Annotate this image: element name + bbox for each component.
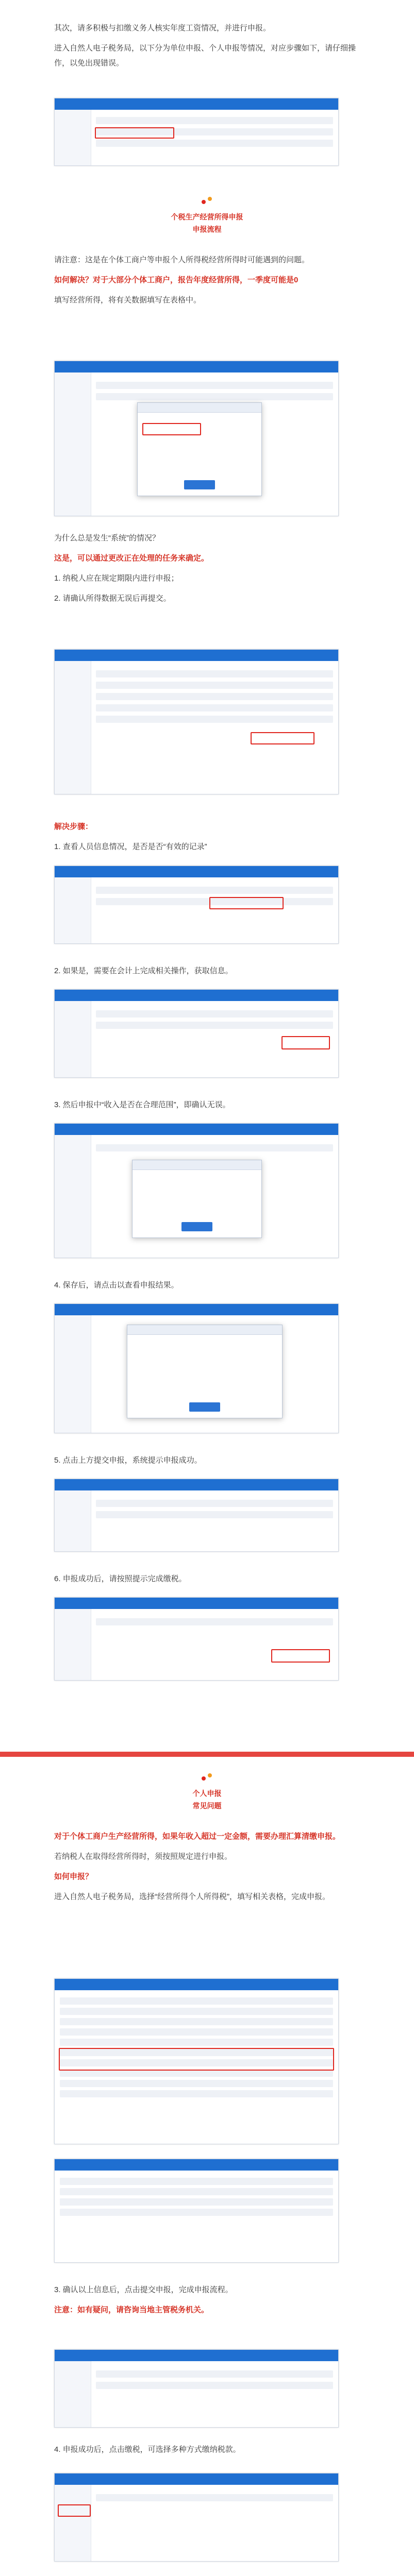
highlight-box [59,2048,334,2071]
table-row [96,393,333,400]
table-row [96,117,333,124]
intro-paragraph-1: 其次，请多积极与扣缴义务人核实年度工资情况，并进行申报。 [54,24,271,32]
screenshot-tax-portal-6 [54,1123,339,1258]
table-row [60,2209,333,2216]
step-1: 1. 查看人员信息情况，是否是否“有效的记录” [54,842,207,851]
modal-dialog [137,402,262,496]
table-row [60,2090,333,2097]
section-1-caption-2: 申报流程 [192,225,222,233]
modal-dialog [127,1325,283,1418]
portal-header-bar [55,866,338,877]
section-2-caption-2: 常见问题 [192,1802,222,1810]
table-row [96,887,333,894]
table-row [96,382,333,389]
table-row [60,2039,333,2046]
screenshot-tax-portal-7 [54,1303,339,1433]
section-2-intro [54,1829,358,1909]
section-2-note: 注意：如有疑问，请咨询当地主管税务机关。 [54,2306,209,2314]
section-2-q1: 如何申报？ [54,1872,93,1881]
highlight-box [271,1649,330,1663]
portal-header-bar [55,1124,338,1135]
portal-sidebar [55,2485,91,2561]
section-2-step-3 [54,2282,358,2323]
intro-text [54,21,358,76]
portal-header-bar [55,2350,338,2361]
section-2-p3: 进入自然人电子税务局，选择“经营所得个人所得税”，填写相关表格，完成申报。 [54,1892,330,1901]
step-5: 5. 点击上方提交申报，系统提示申报成功。 [54,1456,202,1465]
table-row [60,2028,333,2036]
portal-sidebar [55,661,91,794]
question-title: 为什么总是发生“系统”的情况？ [54,534,160,543]
screenshot-tax-portal-5 [54,989,339,1078]
step-2: 2. 如果是，需要在会计上完成相关操作，获取信息。 [54,967,233,975]
table-row [60,2008,333,2015]
table-row [96,1511,333,1518]
portal-sidebar [55,372,91,516]
portal-sidebar [55,1490,91,1551]
portal-sidebar [55,1315,91,1433]
table-row [96,2370,333,2378]
portal-header-bar [55,1304,338,1315]
portal-sidebar [55,110,91,165]
section-1-intro [54,252,358,313]
modal-header [133,1160,261,1170]
screenshot-tax-form-2 [54,2159,339,2263]
table-row [96,1022,333,1029]
portal-header-bar [55,2159,338,2171]
portal-sidebar [55,1135,91,1258]
portal-header-bar [55,1598,338,1609]
portal-header-bar [55,990,338,1001]
highlight-box [58,2504,91,2517]
table-row [60,1997,333,2005]
step-3: 3. 然后申报中“收入是否在合理范围”，即确认无误。 [54,1100,230,1109]
screenshot-tax-portal-2 [54,361,339,516]
portal-header-bar [55,361,338,372]
step-3-block [54,1097,358,1117]
portal-header-bar [55,650,338,661]
table-row [60,2070,333,2077]
step-5-block [54,1453,358,1473]
portal-sidebar [55,2361,91,2427]
table-row [96,140,333,147]
portal-header-bar [55,1479,338,1490]
portal-header-bar [55,1979,338,1990]
table-row [96,1500,333,1507]
screenshot-tax-portal-9 [54,1597,339,1681]
highlight-box [95,127,174,139]
section-1-caption-1: 个税生产经营所得申报 [171,213,243,221]
section-1-p3: 填写经营所得，将有关数据填写在表格中。 [54,296,202,304]
table-row [60,2198,333,2206]
section-2-p4: 3. 确认以上信息后，点击提交申报，完成申报流程。 [54,2285,233,2294]
table-row [96,1144,333,1151]
section-separator [0,1752,414,1757]
table-row [96,1010,333,1018]
table-row [96,2494,333,2501]
modal-header [127,1325,282,1335]
highlight-box [251,732,314,744]
table-row [60,2080,333,2087]
highlight-box [209,897,284,909]
screenshot-tax-form-4 [54,2473,339,2562]
question-answer: 这是，可以通过更改正在处理的任务来确定。 [54,554,209,563]
portal-sidebar [55,1609,91,1680]
table-row [60,2188,333,2195]
flower-divider-icon [202,1772,213,1784]
highlight-box [142,423,201,435]
answer-line-1: 1. 纳税人应在规定期限内进行申报； [54,574,179,583]
section-1-p1: 请注意：这是在个体工商户等申报个人所得税经营所得时可能遇到的问题。 [54,256,310,264]
flower-divider-icon [202,196,213,207]
section-2-caption-1: 个人申报 [192,1789,222,1798]
table-row [60,2018,333,2025]
highlight-box [281,1036,330,1049]
screenshot-tax-portal-1 [54,98,339,166]
section-2-p5: 4. 申报成功后，点击缴税，可选择多种方式缴纳税款。 [54,2445,241,2454]
table-row [96,693,333,700]
confirm-button[interactable] [181,1222,212,1231]
steps-title: 解决步骤： [54,822,93,831]
table-row [96,670,333,677]
step-4-block [54,1278,358,1298]
screenshot-tax-form-1 [54,1978,339,2144]
step-4: 4. 保存后，请点击以查看申报结果。 [54,1281,179,1290]
portal-header-bar [55,98,338,110]
table-row [96,2382,333,2389]
section-1-p2: 如何解决？对于大部分个体工商户，报告年度经营所得，一季度可能是0 [54,276,299,284]
step-6: 6. 申报成功后，请按照提示完成缴税。 [54,1574,187,1583]
section-2-step-4 [54,2442,358,2462]
table-row [96,716,333,723]
submit-button[interactable] [189,1402,220,1412]
portal-sidebar [55,877,91,943]
table-row [96,704,333,711]
table-row [96,1618,333,1625]
table-row [96,682,333,689]
modal-header [138,403,261,413]
steps-block [54,819,358,859]
portal-sidebar [55,1001,91,1077]
portal-header-bar [55,2473,338,2485]
section-1-question [54,531,358,611]
intro-paragraph-2: 进入自然人电子税务局，以下分为单位申报、个人申报等情况，对应步骤如下，请仔细操作，以免出现错误。 [54,44,356,67]
screenshot-tax-portal-3 [54,649,339,794]
section-2-p1: 对于个体工商户生产经营所得，如果年收入超过一定金额，需要办理汇算清缴申报。 [54,1832,341,1841]
screenshot-tax-portal-8 [54,1479,339,1552]
step-6-block [54,1571,358,1591]
step-2-block [54,963,358,984]
screenshot-tax-portal-4 [54,866,339,944]
confirm-button[interactable] [184,480,215,489]
answer-line-2: 2. 请确认所得数据无误后再提交。 [54,594,171,603]
screenshot-tax-form-3 [54,2349,339,2428]
section-2-p2: 若纳税人在取得经营所得时，须按照规定进行申报。 [54,1852,233,1861]
modal-dialog [132,1160,262,1238]
table-row [60,2178,333,2185]
